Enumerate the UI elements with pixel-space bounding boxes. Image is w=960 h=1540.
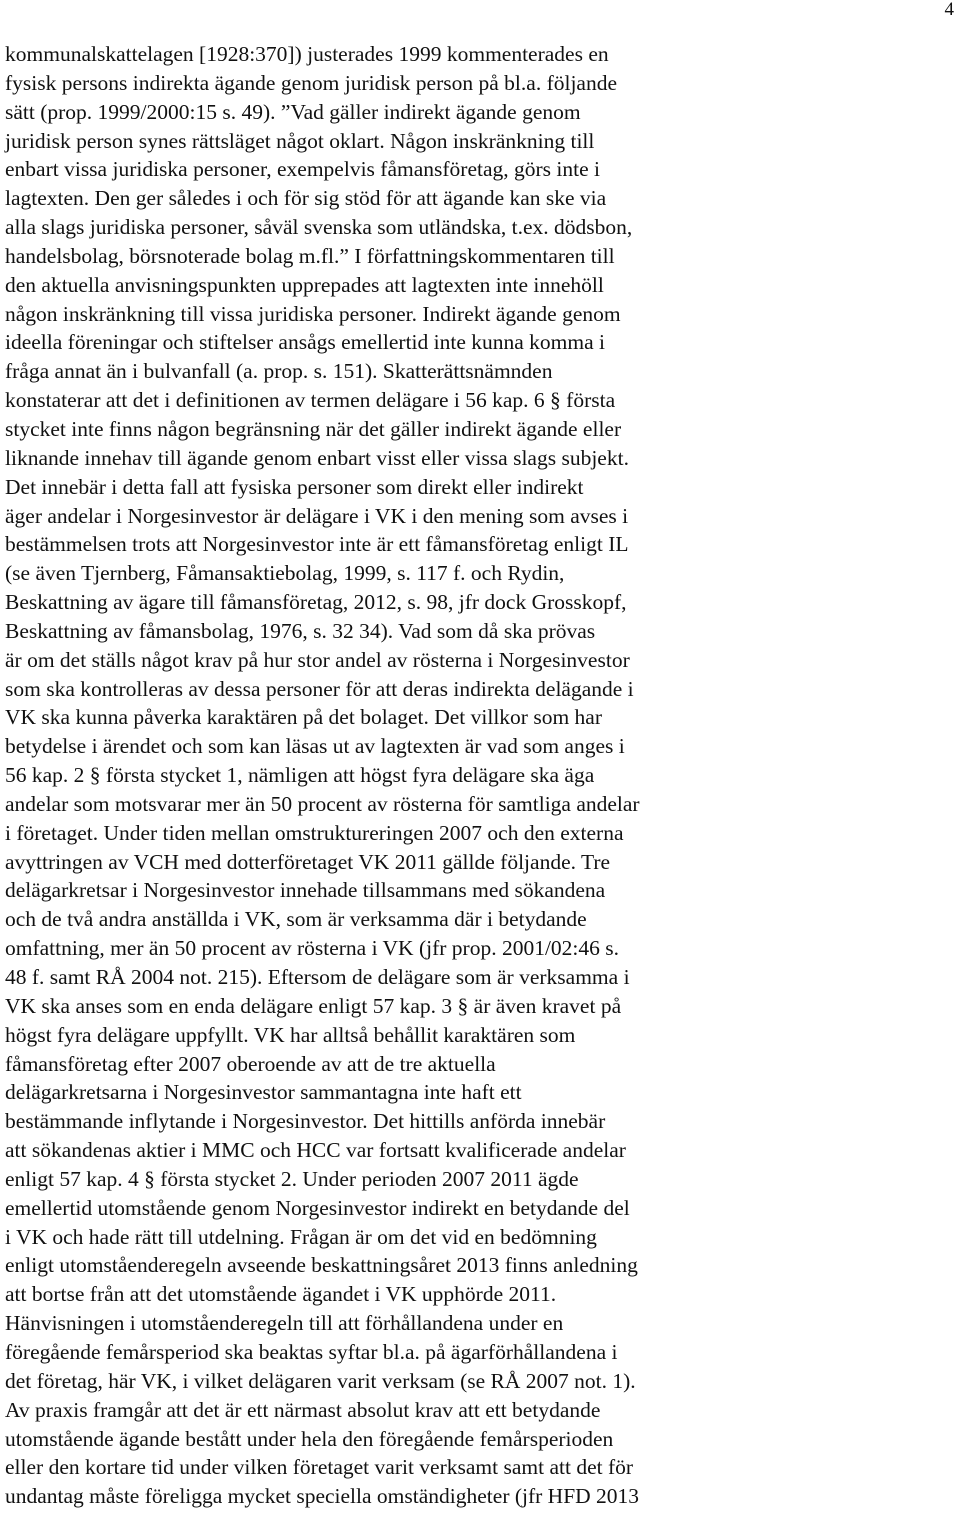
text-line: alla slags juridiska personer, såväl svenska som utländska, t.ex. dödsbon, [5,215,633,240]
text-line: eller den kortare tid under vilken företaget varit verksamt samt att det för [5,1455,634,1480]
text-line: liknande innehav till ägande genom enbart visst eller vissa slags subjekt. [5,445,629,470]
text-line: (se även Tjernberg, Fåmansaktiebolag, 1999, s. 117 f. och Rydin, [5,561,565,586]
text-line: Beskattning av fåmansbolag, 1976, s. 32 34). Vad som då ska prövas [5,618,596,643]
text-line: den aktuella anvisningspunkten upprepades att lagtexten inte innehöll [5,272,604,297]
text-line: fysisk persons indirekta ägande genom juridisk person på bl.a. följande [5,70,618,95]
text-line: omfattning, mer än 50 procent av rösterna i VK (jfr prop. 2001/02:46 s. [5,936,620,961]
text-line: som ska kontrolleras av dessa personer för att deras indirekta delägande i [5,676,634,701]
text-line: fåmansföretag efter 2007 oberoende av att de tre aktuella [5,1051,496,1076]
text-line: i företaget. Under tiden mellan omstruktureringen 2007 och den externa [5,820,624,845]
text-line: delägarkretsarna i Norgesinvestor sammantagna inte haft ett [5,1080,522,1105]
text-line: stycket inte finns någon begränsning när det gäller indirekt ägande eller [5,416,622,441]
text-line: andelar som motsvarar mer än 50 procent av rösterna för samtliga andelar [5,791,640,816]
text-line: i VK och hade rätt till utdelning. Frågan är om det vid en bedömning [5,1224,597,1249]
text-line: bestämmelsen trots att Norgesinvestor inte är ett fåmansföretag enligt IL [5,532,629,557]
page-number: 4 [944,0,954,20]
text-line: och de två andra anställda i VK, som är verksamma där i betydande [5,907,587,932]
text-line: sätt (prop. 1999/2000:15 s. 49). ”Vad gäller indirekt ägande genom [5,99,581,124]
text-line: emellertid utomstående genom Norgesinvestor indirekt en betydande del [5,1195,630,1220]
text-line: Hänvisningen i utomståenderegeln till att förhållandena under en [5,1311,564,1336]
text-line: kommunalskattelagen [1928:370]) justerades 1999 kommenterades en [5,42,609,66]
text-line: det företag, här VK, i vilket delägaren varit verksam (se RÅ 2007 not. 1). [5,1368,636,1393]
text-line: fråga annat än i bulvanfall (a. prop. s. 151). Skatterättsnämnden [5,359,553,384]
text-line: Det innebär i detta fall att fysiska personer som direkt eller indirekt [5,474,584,499]
text-line: handelsbolag, börsnoterade bolag m.fl.” I författningskommentaren till [5,243,615,268]
text-line: Beskattning av ägare till fåmansföretag, 2012, s. 98, jfr dock Grosskopf, [5,590,627,615]
text-line: delägarkretsar i Norgesinvestor innehade tillsammans med sökandena [5,878,606,903]
text-line: Av praxis framgår att det är ett närmast absolut krav att ett betydande [5,1397,601,1422]
text-line: undantag måste föreligga mycket speciella omständigheter (jfr HFD 2013 [5,1484,640,1509]
body-text [5,40,960,1540]
text-line: att bortse från att det utomstående ägandet i VK upphörde 2011. [5,1282,557,1307]
text-line: avyttringen av VCH med dotterföretaget VK 2011 gällde följande. Tre [5,849,611,874]
text-line: VK ska anses som en enda delägare enligt 57 kap. 3 § är även kravet på [5,993,622,1018]
text-line [5,1511,960,1540]
text-line: VK ska kunna påverka karaktären på det bolaget. Det villkor som har [5,705,603,730]
text-line: enbart vissa juridiska personer, exempelvis fåmansföretag, görs inte i [5,157,600,182]
text-line: enligt 57 kap. 4 § första stycket 2. Under perioden 2007 2011 ägde [5,1166,579,1191]
text-line: är om det ställs något krav på hur stor andel av rösterna i Norgesinvestor [5,647,630,672]
text-line: bestämmande inflytande i Norgesinvestor. Det hittills anförda innebär [5,1109,606,1134]
text-line: att sökandenas aktier i MMC och HCC var fortsatt kvalificerade andelar [5,1138,626,1163]
text-line: utomstående ägande bestått under hela den föregående femårsperioden [5,1426,614,1451]
text-line: 56 kap. 2 § första stycket 1, nämligen att högst fyra delägare ska äga [5,763,595,788]
text-line: lagtexten. Den ger således i och för sig stöd för att ägande kan ske via [5,186,607,211]
text-line: någon inskränkning till vissa juridiska personer. Indirekt ägande genom [5,301,621,326]
text-line: betydelse i ärendet och som kan läsas ut av lagtexten är vad som anges i [5,734,625,759]
text-line: 48 f. samt RÅ 2004 not. 215). Eftersom de delägare som är verksamma i [5,965,630,989]
text-line: ideella föreningar och stiftelser ansågs emellertid inte kunna komma i [5,330,606,355]
text-line: konstaterar att det i definitionen av termen delägare i 56 kap. 6 § första [5,388,616,413]
text-line: enligt utomståenderegeln avseende beskattningsåret 2013 finns anledning [5,1253,638,1278]
text-line: juridisk person synes rättsläget något oklart. Någon inskränkning till [5,128,595,153]
text-line: föregående femårsperiod ska beaktas syftar bl.a. på ägarförhållandena i [5,1339,618,1364]
text-line: äger andelar i Norgesinvestor är delägare i VK i den mening som avses i [5,503,629,528]
text-line: högst fyra delägare uppfyllt. VK har alltså behållit karaktären som [5,1022,576,1047]
